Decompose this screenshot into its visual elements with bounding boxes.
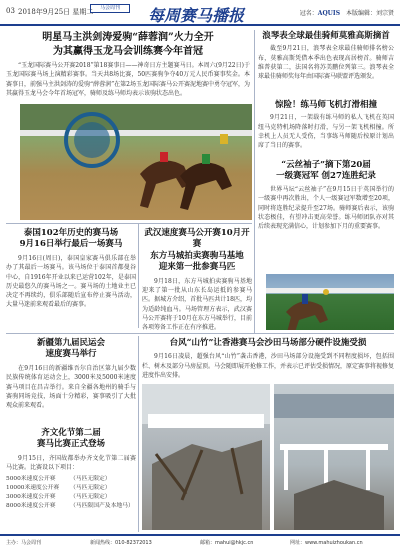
headline: 东方马城拍卖赛驹马基地 bbox=[150, 250, 244, 261]
headline: 新疆第九届民运会 bbox=[36, 338, 105, 348]
headline: 惊险！练马师飞机打滑相撞 bbox=[274, 100, 377, 110]
headline: 迎来第一批参赛马匹 bbox=[158, 262, 236, 273]
sponsor-logo: AQUIS bbox=[317, 10, 341, 17]
footer-email: 邮箱：mahui@hkjc.cn bbox=[200, 540, 254, 546]
header-right: 冠名：AQUIS 本版编辑：刘宗贤 bbox=[299, 10, 394, 17]
headline: 明星马主洪剑涛爱驹“薛蓉润”火力全开 bbox=[42, 32, 214, 43]
column-divider bbox=[254, 30, 255, 334]
article-qi-culture-race bbox=[6, 428, 136, 512]
racehorse-photo bbox=[266, 274, 394, 330]
article-body: 9月16日(周日)，泰国皇家赛马俱乐部在举办了其最后一场赛马。该马场位于泰国首都曼谷中心，自1916年开业以来已运营102年，是泰国历史最悠久的赛马场之一。赛马场的土地业主已决定不再续约，俱乐部随后宣布停止赛马活动，大量马迷前来观看最后的赛事。 bbox=[6, 254, 136, 309]
issue-date: 2018年9月25日 星期二 bbox=[18, 8, 94, 16]
section-rule bbox=[6, 223, 252, 224]
headline: 泰国102年历史的赛马场 bbox=[23, 228, 119, 238]
stable-damage-photo bbox=[274, 384, 394, 530]
winning-horse-illustration bbox=[266, 274, 394, 330]
race-illustration bbox=[20, 104, 252, 220]
article-body: 世界马坛“云丝袖子”在9月15日于英国举行的一级赛中再次胜出，个人一级赛冠军数增至20项，同时将连胜纪录提升至27场。骑师赛后表示，该驹状态极佳，有望冲击更高荣誉。练马师团队亦对其后续表现充满信心，计划参加下月的重要赛事。 bbox=[258, 185, 394, 231]
list-item: 8000米速度公开赛 （马匹限国产及本地马） bbox=[6, 503, 134, 510]
headline: 一级赛冠军 创27连胜纪录 bbox=[276, 171, 376, 182]
headline: “云丝袖子”摘下第20届 bbox=[281, 160, 371, 170]
article-winx-record bbox=[258, 160, 394, 231]
list-item: 10000米速度公开赛 （马匹无限定） bbox=[6, 484, 111, 491]
headline: 赛马比赛正式登场 bbox=[36, 439, 105, 450]
column-divider bbox=[138, 336, 139, 532]
headline: 为其赢得玉龙马会训练赛今年首冠 bbox=[53, 45, 203, 57]
footer-hotline: 新闻热线：010-82372013 bbox=[90, 540, 152, 546]
page-header bbox=[0, 0, 400, 26]
page-footer bbox=[0, 534, 400, 548]
page-number: 03 bbox=[6, 7, 15, 15]
headline: 台风“山竹”让香港赛马会沙田马场部分硬件设施受损 bbox=[169, 338, 367, 348]
damage-illustration bbox=[142, 384, 270, 530]
footer-website: 网址：www.mahuizhoukan.cn bbox=[290, 540, 363, 546]
headline: 武汉速度赛马公开赛10月开赛 bbox=[144, 228, 250, 250]
list-item: 5000米速度公开赛 （马匹无限定） bbox=[6, 475, 111, 482]
headline: 速度赛马举行 bbox=[45, 349, 97, 360]
typhoon-damage-photo bbox=[142, 384, 270, 530]
article-thailand-track bbox=[6, 228, 136, 310]
publication-logo: 马会周刊 bbox=[90, 4, 130, 13]
article-body: 9月21日，一架载有练马师的私人飞机在英国纽马克特机场降落时打滑，与另一架飞机相撞。所幸机上人员无人受伤，当事练马师随后按原计划出席了当日的赛事。 bbox=[258, 114, 394, 150]
article-body: 9月16日凌晨，超强台风“山竹”袭击香港，沙田马场部分设施受到不同程度损坏，包括围栏、树木及部分马房屋顶。马会随即展开抢修工作，并表示已评估受损情况，原定赛事将视修复进度作出安排。 bbox=[142, 353, 395, 380]
stable-illustration bbox=[274, 384, 394, 530]
article-wuhan-open bbox=[142, 228, 252, 333]
article-body: 截至9月21日，浪琴表全球最佳骑师排名榜公布，莫雅高斯凭借本季出色表现高居榜首。骑师吉维普获第二，法国名将苏美鹏位列第三。浪琴表全球最佳骑师奖每年由国际赛马联盟评选颁发。 bbox=[258, 45, 394, 81]
section-title: 每周赛马播报 bbox=[148, 6, 245, 25]
column-divider bbox=[138, 224, 139, 328]
article-body: “玉龙国际赛马公开赛2018”第18赛事日——神奇日方主题赛马日。本周六(9月22日)于玉龙国际赛马场上演精彩赛事。当天共8场比赛，50匹赛驹争夺40万元人民币赛事奖金。本赛事日，前强马主洪剑涛的爱驹“薛蓉润”在第2场玉龙国际赛马公开赛泥地赛中勇夺冠军，为其赢得玉龙马会今年首场冠军，骑师及练马师均表示该驹状态出色。 bbox=[6, 62, 250, 97]
headline: 9月16日举行最后一场赛马 bbox=[19, 239, 123, 250]
article-xinjiang-games bbox=[6, 338, 136, 410]
horse-race-photo bbox=[20, 104, 252, 220]
article-body: 9月15日，齐国故都举办齐文化节第二届赛马比赛。比赛设以下项目： bbox=[6, 454, 136, 472]
article-body: 在9月16日的新疆维吾尔自治区第九届少数民族传统体育运动会上，3000米及5000米速度赛马项目在昌吉举行。来自全疆各地州的骑手与赛驹同场竞技，场面十分精彩，赛事吸引了大批观众前来观看。 bbox=[6, 364, 136, 410]
article-plane-collision bbox=[258, 100, 394, 151]
article-typhoon-mangkhut bbox=[142, 338, 394, 380]
footer-publisher: 主办：马会周刊 bbox=[6, 540, 42, 546]
section-rule bbox=[6, 333, 394, 334]
race-list bbox=[6, 475, 136, 512]
editor-credit: 本版编辑：刘宗贤 bbox=[345, 10, 394, 17]
article-longines-ranking bbox=[258, 31, 394, 82]
article-hong-jiantao bbox=[6, 31, 250, 98]
headline: 浪琴表全球最佳骑师莫雅高斯摘首 bbox=[262, 31, 390, 41]
headline: 齐文化节第二届 bbox=[41, 428, 101, 438]
article-body: 9月18日，东方马城拍卖赛驹马基地迎来了第一批从山东长岛运抵的参赛马匹。据城方介绍，首批马匹共计18匹，均为适龄纯血马。马场管理方表示，武汉赛马公开赛将于10月在东方马城举行，目前各项筹备工作正在有序推进。 bbox=[142, 277, 252, 332]
list-item: 3000米速度公开赛 （马匹无限定） bbox=[6, 494, 111, 501]
